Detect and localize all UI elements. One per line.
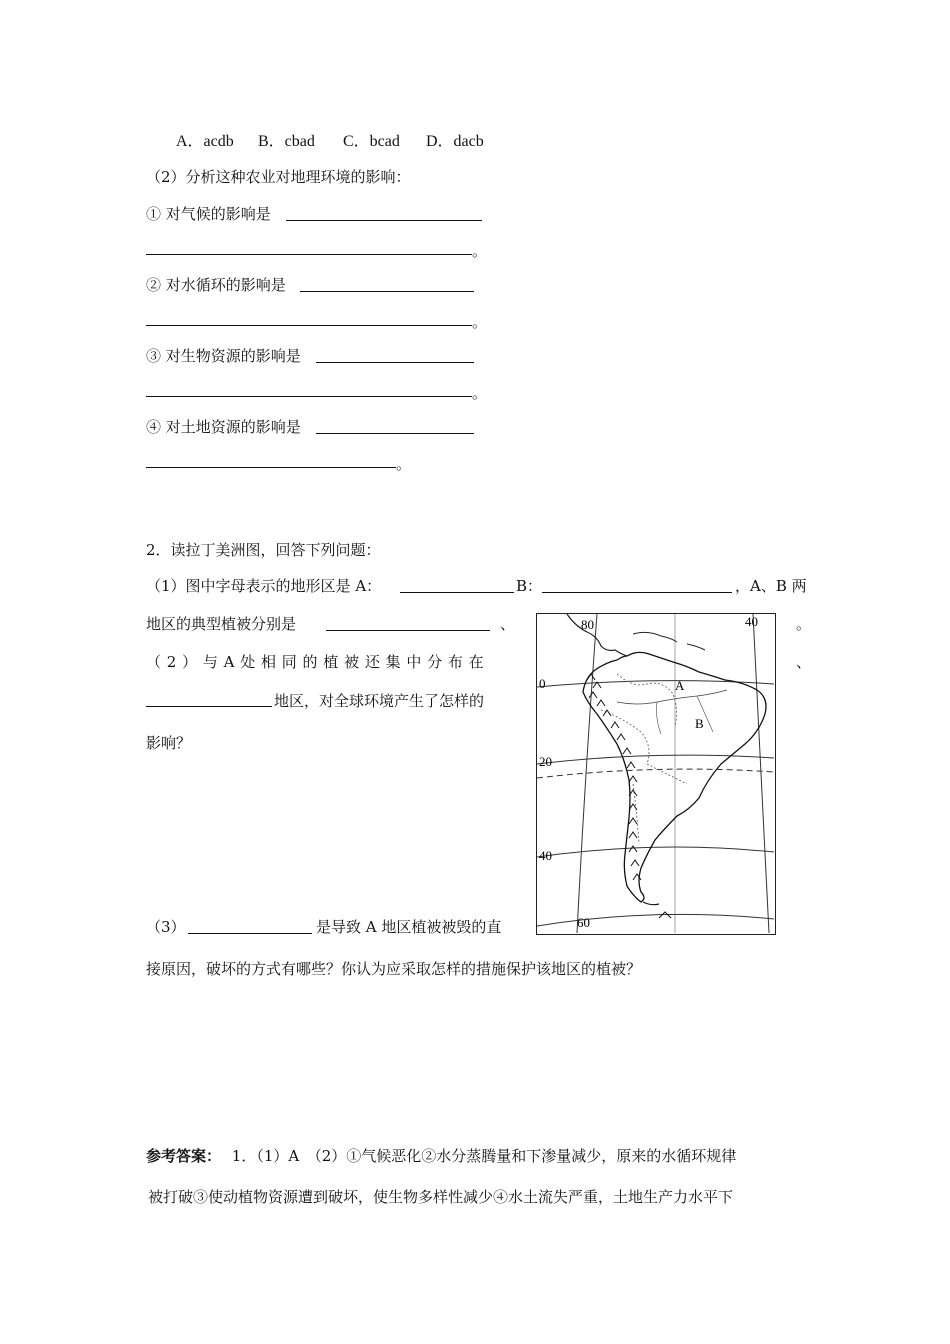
answer-blank[interactable]: [286, 220, 482, 221]
parallel-60: [537, 914, 774, 926]
q2-part2-tail: 地区，对全球环境产生了怎样的: [274, 692, 485, 710]
answer-blank[interactable]: [326, 630, 490, 631]
label-region-b: B: [695, 716, 704, 731]
parallel-20: [537, 755, 774, 764]
period: 。: [472, 313, 488, 331]
label-lat-60: 60: [577, 915, 590, 930]
q2-part2-text: （ 2 ） 与 A 处 相 同 的 植 被 还 集 中 分 布 在: [146, 653, 485, 671]
answer-label: 参考答案：: [146, 1147, 222, 1165]
answer-blank[interactable]: [146, 467, 396, 468]
answer-blank-b[interactable]: [542, 592, 732, 593]
q2-part1-text: （1）图中字母表示的地形区是 A：: [146, 577, 382, 595]
q1-item-water-cycle: ② 对水循环的影响是: [146, 276, 286, 294]
label-region-a: A: [675, 678, 685, 693]
answer-blank[interactable]: [300, 291, 474, 292]
answer-blank[interactable]: [188, 933, 312, 934]
answer-blank[interactable]: [146, 325, 472, 326]
separator: 、: [500, 615, 516, 633]
option-d: D．dacb: [426, 133, 484, 150]
answer-blank[interactable]: [316, 433, 474, 434]
separator: 、: [796, 653, 812, 671]
q2-part3-label: （3）: [146, 918, 186, 936]
q1-part2-title: （2）分析这种农业对地理环境的影响：: [146, 168, 411, 186]
period: 。: [396, 455, 412, 473]
q2-part2-question: 影响？: [146, 734, 192, 752]
q1-item-land: ④ 对土地资源的影响是: [146, 418, 301, 436]
q1-item-climate: ① 对气候的影响是: [146, 205, 271, 223]
label-lon-80: 80: [581, 617, 594, 632]
answer-line-1: 1．（1）A （2）①气候恶化②水分蒸腾量和下渗量减少，原来的水循环规律: [231, 1147, 737, 1165]
parallel-40: [537, 847, 774, 857]
answer-line-2: 被打破③使动植物资源遭到破坏，使生物多样性减少④水土流失严重，土地生产力水平下: [148, 1188, 734, 1206]
option-a: A．acdb: [176, 133, 234, 150]
answer-blank[interactable]: [146, 396, 472, 397]
q2-part1-b-label: B：: [516, 577, 543, 595]
answer-blank[interactable]: [146, 706, 272, 707]
meridian-40: [753, 614, 769, 933]
answer-blank[interactable]: [316, 362, 474, 363]
period: 。: [472, 384, 488, 402]
label-lat-40: 40: [539, 848, 552, 863]
period: 。: [796, 615, 812, 633]
equator: [537, 681, 774, 687]
q2-part3-question: 接原因，破坏的方式有哪些？你认为应采取怎样的措施保护该地区的植被？: [146, 960, 642, 978]
label-lon-40: 40: [745, 614, 758, 629]
q2-part3-text: 是导致 A 地区植被被毁的直: [316, 918, 502, 936]
map-graphic: [537, 614, 774, 933]
label-lat-0: 0: [539, 676, 546, 691]
q2-part1-line2: 地区的典型植被分别是: [146, 615, 297, 633]
option-b: B．cbad: [258, 133, 315, 150]
answer-blank-a[interactable]: [400, 592, 514, 593]
latin-america-map: [536, 613, 776, 935]
tropic-capricorn: [537, 769, 774, 778]
label-lat-20: 20: [539, 754, 552, 769]
answer-section: [146, 1145, 736, 1166]
period: 。: [472, 242, 488, 260]
q2-part1-tail: ，A、B 两: [735, 577, 807, 595]
q2-title: 2．读拉丁美洲图，回答下列问题：: [146, 541, 381, 559]
option-c: C．bcad: [343, 133, 400, 150]
q1-item-biological: ③ 对生物资源的影响是: [146, 347, 301, 365]
answer-blank[interactable]: [146, 254, 472, 255]
